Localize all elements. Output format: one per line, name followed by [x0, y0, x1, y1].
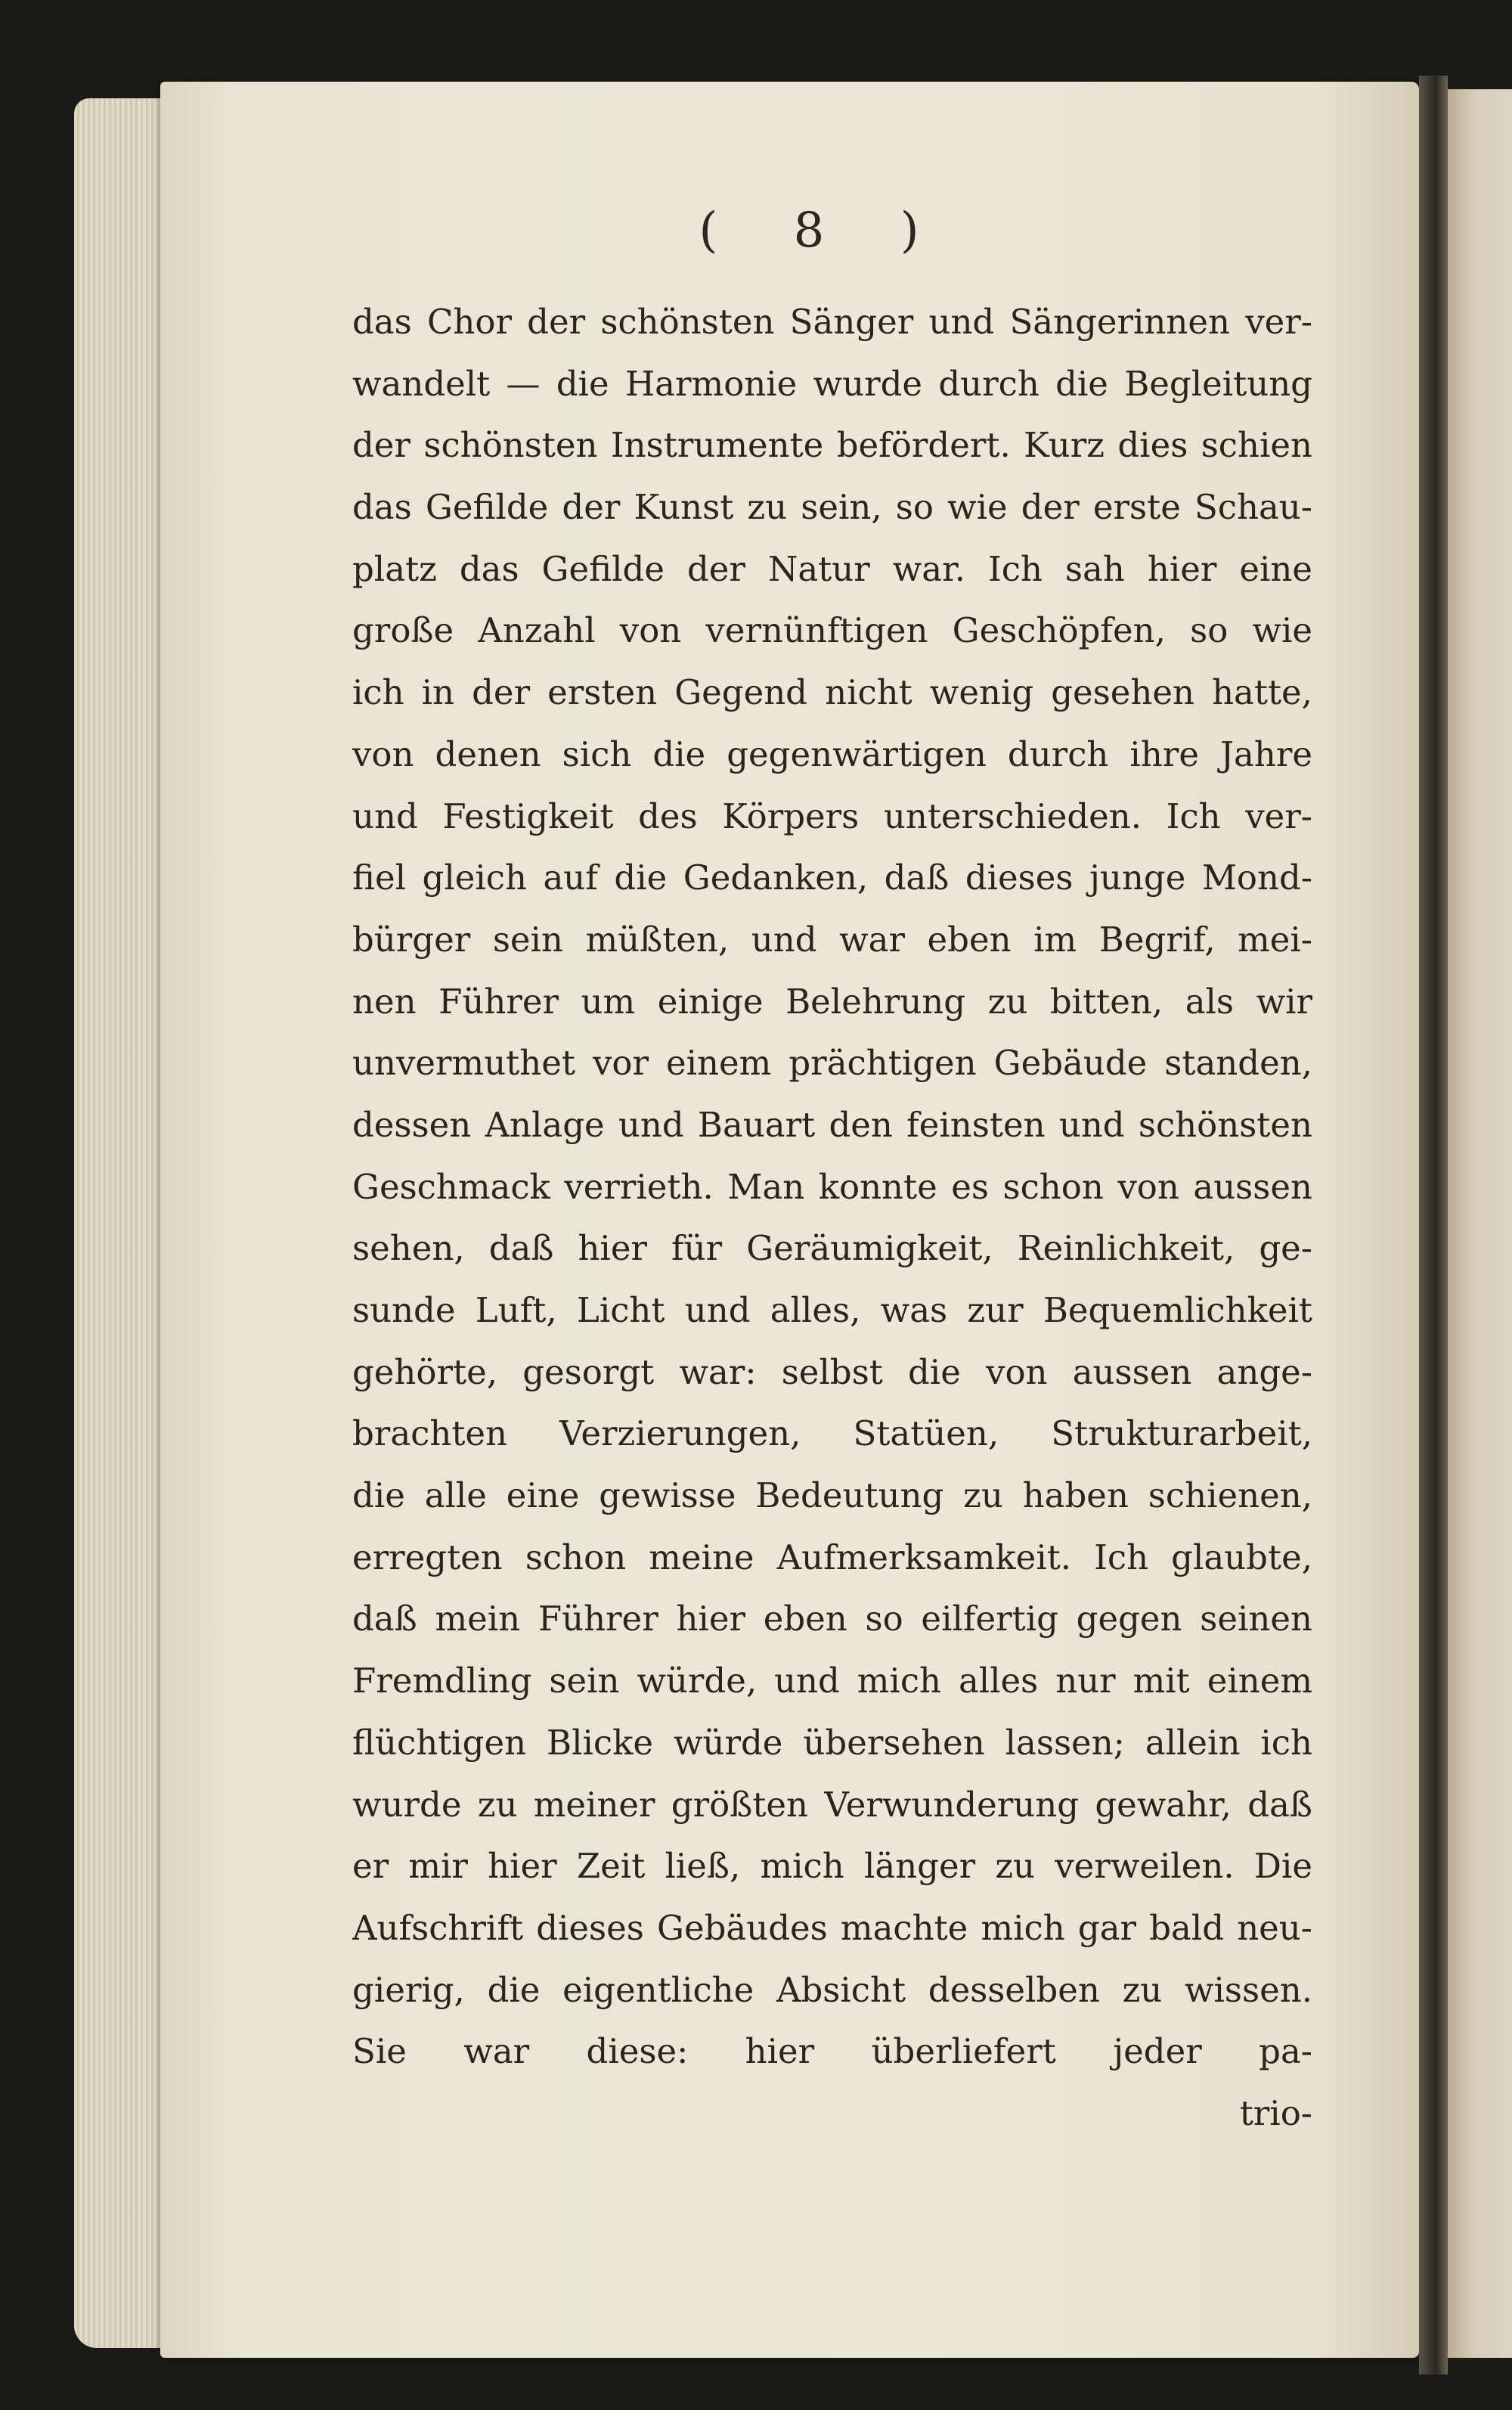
text-line: wurde zu meiner größten Verwunderung gewahr, daß	[352, 1784, 1312, 1825]
text-line: er mir hier Zeit ließ, mich länger zu verweilen. Die	[352, 1846, 1312, 1887]
page-edges	[74, 98, 172, 2348]
text-line: erregten schon meine Aufmerksamkeit. Ich glaubte,	[352, 1537, 1312, 1577]
text-line: das Chor der schönsten Sänger und Sängerinnen ver-	[352, 302, 1312, 342]
text-line: das Gefilde der Kunst zu sein, so wie der erste Schau-	[352, 487, 1312, 528]
text-line: Geschmack verrieth. Man konnte es schon von aussen	[352, 1166, 1312, 1207]
text-line: und Festigkeit des Körpers unterschieden. Ich ver-	[352, 796, 1312, 836]
text-line: große Anzahl von vernünftigen Geschöpfen, so wie	[352, 610, 1312, 651]
text-line: gehörte, gesorgt war: selbst die von aussen ange-	[352, 1351, 1312, 1392]
text-line: bürger sein müßten, und war eben im Begrif, mei-	[352, 919, 1312, 960]
text-line: Aufschrift dieses Gebäudes machte mich gar bald neu-	[352, 1907, 1312, 1948]
text-line: flüchtigen Blicke würde übersehen lassen; allein ich	[352, 1722, 1312, 1763]
body-text	[352, 291, 1312, 2145]
catchword: trio-	[1239, 2092, 1312, 2133]
text-line: nen Führer um einige Belehrung zu bitten, als wir	[352, 981, 1312, 1022]
book-gutter	[1419, 76, 1448, 2374]
text-line: der schönsten Instrumente befördert. Kurz dies schien	[352, 425, 1312, 466]
text-line: Sie war diese: hier überliefert jeder pa-	[352, 2031, 1312, 2072]
text-line: unvermuthet vor einem prächtigen Gebäude standen,	[352, 1043, 1312, 1084]
text-line: ich in der ersten Gegend nicht wenig gesehen hatte,	[352, 672, 1312, 713]
text-line: wandelt — die Harmonie wurde durch die Begleitung	[352, 363, 1312, 404]
text-line: brachten Verzierungen, Statüen, Strukturarbeit,	[352, 1413, 1312, 1454]
text-line: platz das Gefilde der Natur war. Ich sah hier eine	[352, 548, 1312, 589]
text-line: sehen, daß hier für Geräumigkeit, Reinlichkeit, ge-	[352, 1228, 1312, 1269]
text-line: Fremdling sein würde, und mich alles nur mit einem	[352, 1661, 1312, 1701]
text-line: daß mein Führer hier eben so eilfertig gegen seinen	[352, 1599, 1312, 1639]
text-line: von denen sich die gegenwärtigen durch ihre Jahre	[352, 734, 1312, 774]
next-page-edge	[1448, 89, 1512, 2358]
text-line: sunde Luft, Licht und alles, was zur Bequemlichkeit	[352, 1290, 1312, 1330]
text-line: dessen Anlage und Bauart den feinsten und schönsten	[352, 1104, 1312, 1145]
text-line: gierig, die eigentliche Absicht desselben zu wissen.	[352, 1969, 1312, 2010]
page-number: ( 8 )	[699, 203, 950, 259]
text-line: die alle eine gewisse Bedeutung zu haben schienen,	[352, 1475, 1312, 1516]
text-line: fiel gleich auf die Gedanken, daß dieses junge Mond-	[352, 858, 1312, 898]
